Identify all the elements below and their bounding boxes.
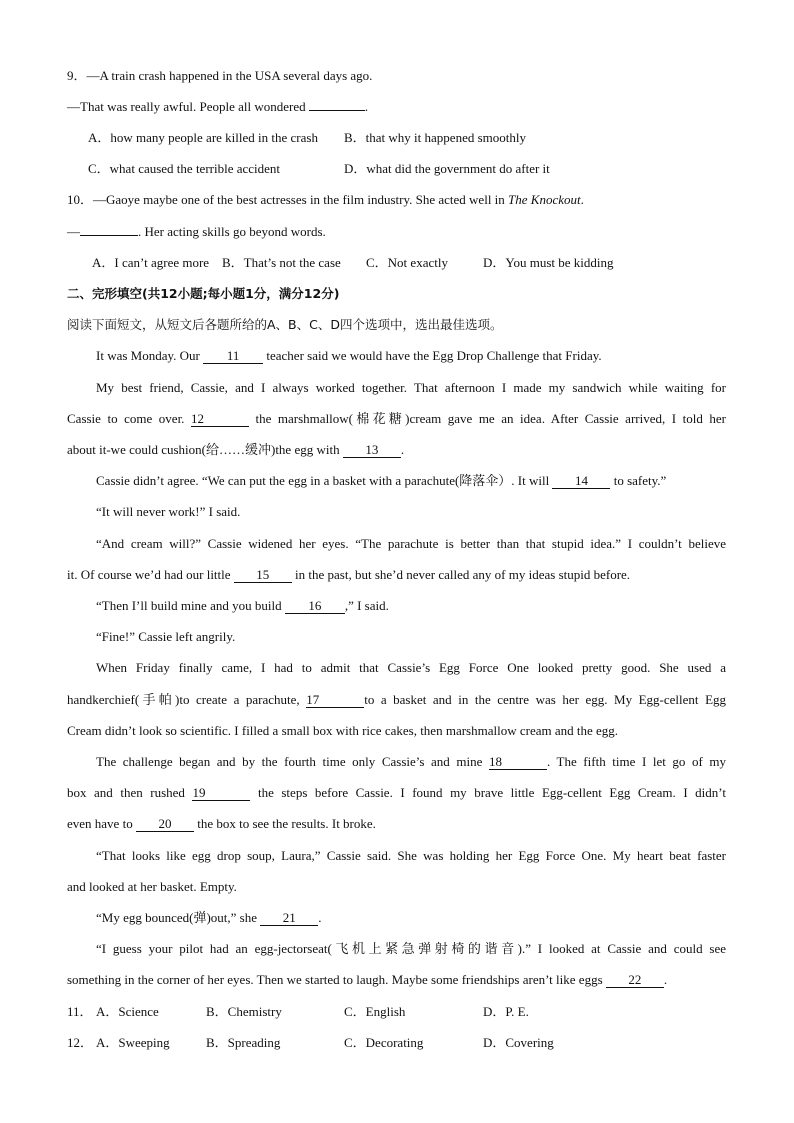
passage-para-9-line-2: box and then rushed 19 the steps before Cassie. I found my brave little Egg-cellent Egg Cream. I didn’t (67, 785, 726, 800)
blank-18[interactable]: 18 (489, 755, 547, 770)
passage-para-3: Cassie didn’t agree. “We can put the egg in a basket with a parachute(降落伞）. It will 14 to safety.” (96, 473, 667, 488)
blank-11[interactable]: 11 (203, 349, 263, 364)
q11-option-b[interactable]: B．Chemistry (206, 1004, 282, 1019)
passage-para-8-line-2: handkerchief(手帕)to create a parachute, 17 to a basket and in the centre was her egg. My Egg-cellent Egg (67, 692, 727, 707)
q10-option-c[interactable]: C．Not exactly (366, 255, 448, 270)
q10-response: — . Her acting skills go beyond words. (67, 224, 326, 239)
q9-response: —That was really awful. People all wondered . (67, 99, 369, 114)
blank-15[interactable]: 15 (234, 568, 292, 583)
passage-para-2-line-1: My best friend, Cassie, and I always worked together. That afternoon I made my sandwich while waiting for (96, 380, 726, 395)
q9-option-a[interactable]: A．how many people are killed in the crash (88, 130, 318, 145)
q9-blank (309, 110, 365, 111)
passage-para-9-line-3: even have to 20 the box to see the results. It broke. (67, 816, 376, 831)
q12-option-d[interactable]: D．Covering (483, 1035, 554, 1050)
passage-para-12-line-1: “I guess your pilot had an egg-jectorseat(飞机上紧急弹射椅的谐音).” I looked at Cassie and could see (96, 941, 726, 956)
q11-option-c[interactable]: C．English (344, 1004, 406, 1019)
blank-22[interactable]: 22 (606, 973, 664, 988)
passage-para-5-line-2: it. Of course we’d had our little 15 in the past, but she’d never called any of my ideas stupid before. (67, 567, 631, 582)
q10-stem: 10．—Gaoye maybe one of the best actresses in the film industry. She acted well in The Knockout. (67, 192, 584, 207)
passage-para-1: It was Monday. Our 11 teacher said we would have the Egg Drop Challenge that Friday. (96, 348, 602, 363)
passage-para-7: “Fine!” Cassie left angrily. (96, 629, 236, 644)
passage-para-10-line-1: “That looks like egg drop soup, Laura,” Cassie said. She was holding her Egg Force One. My heart beat faster (96, 848, 726, 863)
passage-para-11: “My egg bounced(弹)out,” she 21 . (96, 910, 322, 925)
q9-option-c[interactable]: C．what caused the terrible accident (88, 161, 281, 176)
blank-12[interactable]: 12 (191, 412, 249, 427)
passage-para-5-line-1: “And cream will?” Cassie widened her eyes. “The parachute is better than that stupid idea.” I couldn’t believe (96, 536, 726, 551)
passage-para-9-line-1: The challenge began and by the fourth time only Cassie’s and mine 18 . The fifth time I let go of my (96, 754, 726, 769)
q12-option-b[interactable]: B．Spreading (206, 1035, 281, 1050)
passage-para-2-line-2: Cassie to come over. 12 the marshmallow(棉花糖)cream gave me an idea. After Cassie arrived, I told her (67, 411, 726, 426)
blank-16[interactable]: 16 (285, 599, 345, 614)
blank-19[interactable]: 19 (192, 786, 250, 801)
passage-para-8-line-3: Cream didn’t look so scientific. I filled a small box with rice cakes, then marshmallow cream and the egg. (67, 723, 619, 738)
q9-option-d[interactable]: D．what did the government do after it (344, 161, 550, 176)
passage-para-8-line-1: When Friday finally came, I had to admit that Cassie’s Egg Force One looked pretty good. She used a (96, 660, 726, 675)
q12-option-c[interactable]: C．Decorating (344, 1035, 424, 1050)
passage-para-6: “Then I’ll build mine and you build 16 ,” I said. (96, 598, 389, 613)
q11-option-a[interactable]: A．Science (96, 1004, 159, 1019)
blank-20[interactable]: 20 (136, 817, 194, 832)
q11-option-d[interactable]: D．P. E. (483, 1004, 529, 1019)
q9-option-b[interactable]: B．that why it happened smoothly (344, 130, 526, 145)
q10-option-a[interactable]: A．I can’t agree more (92, 255, 210, 270)
section-heading: 二、完形填空(共12小题;每小题1分，满分12分) (67, 286, 340, 301)
passage-para-12-line-2: something in the corner of her eyes. Then we started to laugh. Maybe some friendships aren’t like eggs 22 . (67, 972, 668, 987)
q10-blank (80, 235, 138, 236)
q11-number: 11． (67, 1004, 93, 1019)
blank-21[interactable]: 21 (260, 911, 318, 926)
passage-para-10-line-2: and looked at her basket. Empty. (67, 879, 237, 894)
passage-para-2-line-3: about it-we could cushion(给……缓冲)the egg with 13 . (67, 442, 405, 457)
blank-13[interactable]: 13 (343, 443, 401, 458)
blank-17[interactable]: 17 (306, 693, 364, 708)
q12-number: 12． (67, 1035, 94, 1050)
q9-stem: 9．—A train crash happened in the USA several days ago. (67, 68, 373, 83)
blank-14[interactable]: 14 (552, 474, 610, 489)
section-instruction: 阅读下面短文，从短文后各题所给的A、B、C、D四个选项中，选出最佳选项。 (67, 317, 503, 332)
passage-para-4: “It will never work!” I said. (96, 504, 241, 519)
q10-option-b[interactable]: B．That’s not the case (222, 255, 341, 270)
q12-option-a[interactable]: A．Sweeping (96, 1035, 170, 1050)
q10-option-d[interactable]: D．You must be kidding (483, 255, 614, 270)
